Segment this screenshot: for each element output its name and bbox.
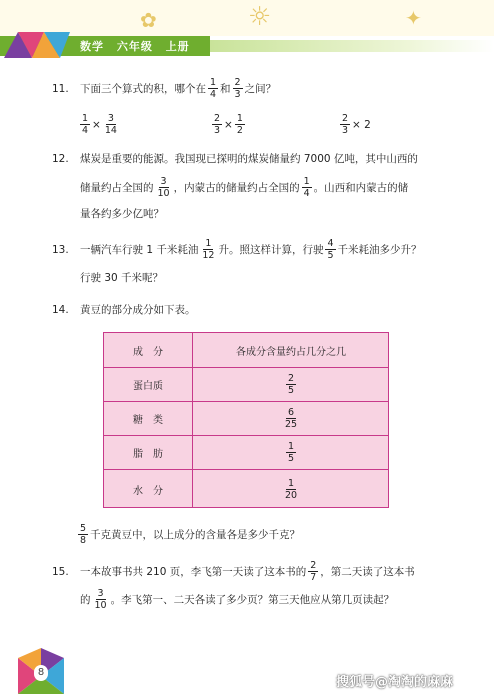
fraction: $\frac{2}{3}$ bbox=[234, 77, 241, 100]
question-15: 15. 一本故事书共 210 页，李飞第一天读了这本书的 $\frac{2}{7}$ ，第二天读了这本书 bbox=[52, 560, 415, 583]
star-doodle-icon: ✦ bbox=[405, 6, 422, 30]
question-11 bbox=[52, 77, 276, 100]
expression-2: $\frac{2}{3}$ × $\frac{1}{2}$ bbox=[214, 113, 243, 136]
expression-1: $\frac{1}{4}$ × $\frac{3}{14}$ bbox=[82, 113, 117, 136]
table-row-name: 蛋白质 bbox=[133, 381, 163, 392]
table-row-name: 糖 类 bbox=[133, 415, 163, 426]
watermark: 搜狐号@淘淘的麻麻 bbox=[336, 675, 454, 690]
header-grade: 六年级 bbox=[116, 40, 153, 53]
table-header-fraction: 各成分含量约占几分之几 bbox=[236, 346, 346, 358]
table-row-fraction: $\frac{2}{5}$ bbox=[287, 373, 295, 396]
header-volume: 上册 bbox=[165, 40, 190, 53]
question-text: 下面三个算式的积，哪个在 bbox=[80, 82, 206, 95]
question-13-line-2: 行驶 30 千米呢？ bbox=[80, 272, 164, 284]
question-14-followup: $\frac{5}{8}$ 千克黄豆中，以上成分的含量各是多少千克？ bbox=[80, 523, 301, 546]
question-12 bbox=[52, 151, 418, 167]
question-text: 和 bbox=[220, 82, 231, 95]
header-subject: 数学 bbox=[80, 40, 104, 53]
question-14: 14. 黄豆的部分成分如下表。 bbox=[52, 304, 196, 316]
question-13: 13. 一辆汽车行驶 1 千米耗油 $\frac{1}{12}$ 升。照这样计算，行驶 $\frac{4}{5}$ 千米耗油多少升？ bbox=[52, 238, 422, 261]
header-title bbox=[80, 38, 198, 54]
operator: × bbox=[224, 118, 233, 131]
table-row-fraction: $\frac{6}{25}$ bbox=[284, 407, 298, 430]
question-text: 之间？ bbox=[244, 82, 277, 95]
operator: × bbox=[92, 118, 101, 131]
question-number: 11. bbox=[52, 82, 69, 95]
operator: × 2 bbox=[352, 118, 371, 131]
question-15-line-2: 的 $\frac{3}{10}$ 。李飞第一、二天各读了多少页？第三天他应从第几页读起？ bbox=[80, 588, 395, 611]
table-header-component: 成 分 bbox=[133, 346, 163, 358]
composition-table bbox=[103, 332, 389, 508]
page-number: 8 bbox=[34, 665, 48, 681]
tangram-logo-icon bbox=[4, 28, 76, 58]
header-band-fade bbox=[210, 40, 494, 52]
expression-3: $\frac{2}{3}$ × 2 bbox=[342, 113, 371, 136]
question-12-line-2: 储量约占全国的 $\frac{3}{10}$ ，内蒙古的储量约占全国的 $\frac{1}{4}$ 。山西和内蒙古的储 bbox=[80, 176, 409, 199]
flower-doodle-icon: ✿ bbox=[140, 8, 157, 32]
question-text: 煤炭是重要的能源。我国现已探明的煤炭储量约 7000 亿吨，其中山西的 bbox=[80, 153, 418, 165]
table-row-name: 脂 肪 bbox=[133, 449, 163, 460]
table-row-fraction: $\frac{1}{20}$ bbox=[284, 477, 298, 501]
fraction: $\frac{1}{4}$ bbox=[210, 77, 217, 100]
table-row-fraction: $\frac{1}{5}$ bbox=[287, 441, 295, 464]
question-number: 12. bbox=[52, 153, 69, 165]
question-12-line-3: 量各约多少亿吨？ bbox=[80, 208, 164, 220]
sun-doodle-icon: ☼ bbox=[248, 2, 272, 32]
table-row-name: 水 分 bbox=[133, 485, 163, 497]
